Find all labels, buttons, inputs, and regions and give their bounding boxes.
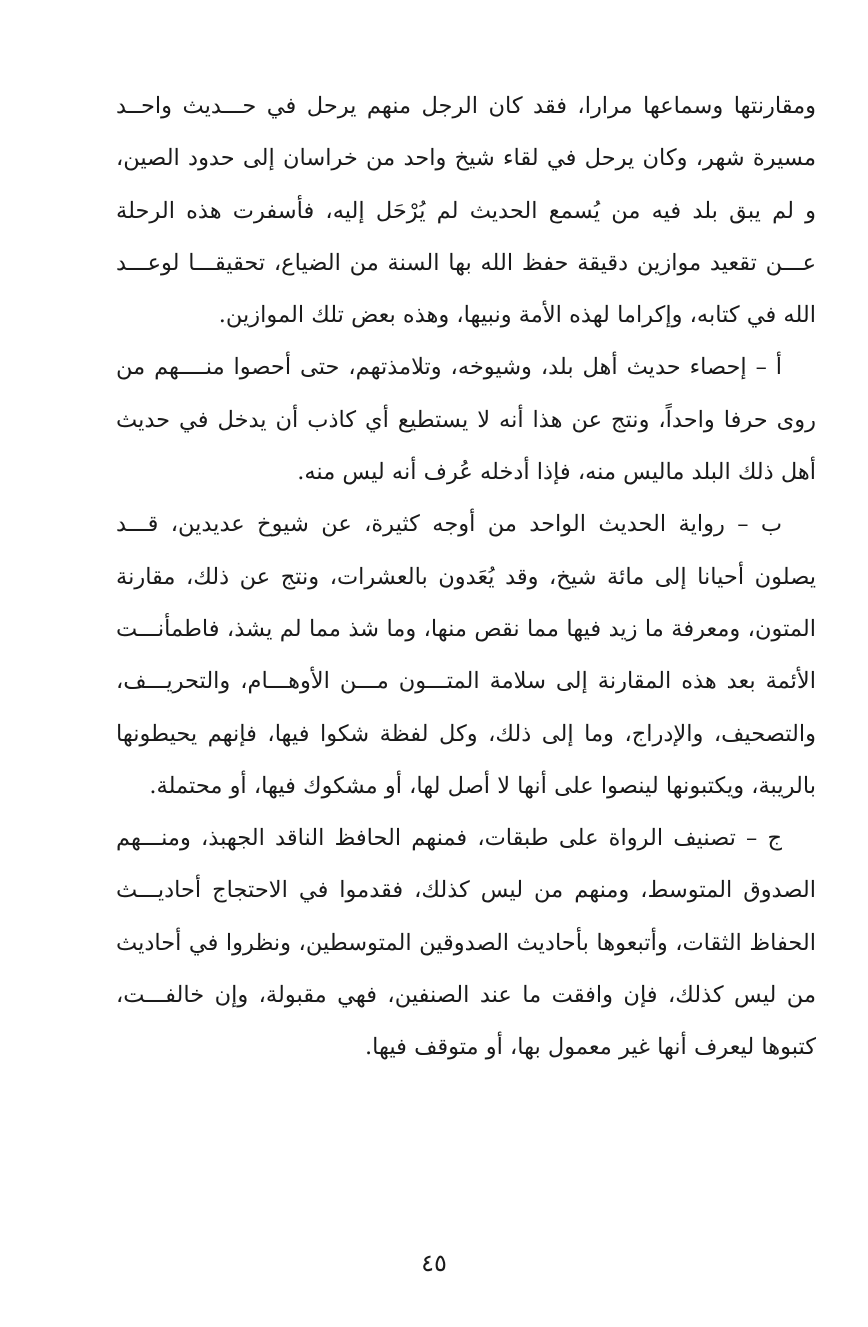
paragraph-jim: ج – تصنيف الرواة على طبقات، فمنهم الحافظ الناقد الجهبذ، ومنـــهم الصدوق المتوسط، ومنهم من ليس كذلك، فقدموا في الاحتجاج أحاديـــث الحفاظ الثقات، وأتبعوها بأحاديث الصدوقين المتوسطين، ونظروا في أحاديث من ليس كذلك، فإن وافقت ما عند الصنفين، فهي مقبولة، وإن خالفـــت، كتبوها ليعرف أنها غير معمول بها، أو متوقف فيها. <box>116 825 816 1061</box>
paragraph-alef: أ – إحصاء حديث أهل بلد، وشيوخه، وتلامذتهم، حتى أحصوا منــــهم من روى حرفا واحداً، ونتج عن هذا أنه لا يستطيع أي كاذب أن يدخل في حديث أهل ذلك البلد ماليس منه، فإذا أدخله عُرف أنه ليس منه. <box>116 354 816 486</box>
body-text <box>116 80 816 1074</box>
paragraph-intro: ومقارنتها وسماعها مرارا، فقد كان الرجل منهم يرحل في حـــديث واحــد مسيرة شهر، وكان يرحل في لقاء شيخ واحد من خراسان إلى حدود الصين، و لم يبق بلد فيه من يُسمع الحديث لم يُرْحَل إليه، فأسفرت هذه الرحلة عـــن تقعيد موازين دقيقة حفظ الله بها السنة من الضياع، تحقيقـــا لوعـــد الله في كتابه، وإكراما لهذه الأمة ونبيها، وهذه بعض تلك الموازين. <box>116 93 816 329</box>
paragraph-ba: ب – رواية الحديث الواحد من أوجه كثيرة، عن شيوخ عديدين، قـــد يصلون أحيانا إلى مائة شيخ، وقد يُعَدون بالعشرات، ونتج عن ذلك، مقارنة المتون، ومعرفة ما زيد فيها مما نقص منها، وما شذ مما لم يشذ، فاطمأنـــت الأئمة بعد هذه المقارنة إلى سلامة المتـــون مـــن الأوهـــام، والتحريـــف، والتصحيف، والإدراج، وما إلى ذلك، وكل لفظة شكوا فيها، فإنهم يحيطونها بالريبة، ويكتبونها لينصوا على أنها لا أصل لها، أو مشكوك فيها، أو محتملة. <box>116 511 816 799</box>
page-number: ٤٥ <box>421 1249 447 1277</box>
